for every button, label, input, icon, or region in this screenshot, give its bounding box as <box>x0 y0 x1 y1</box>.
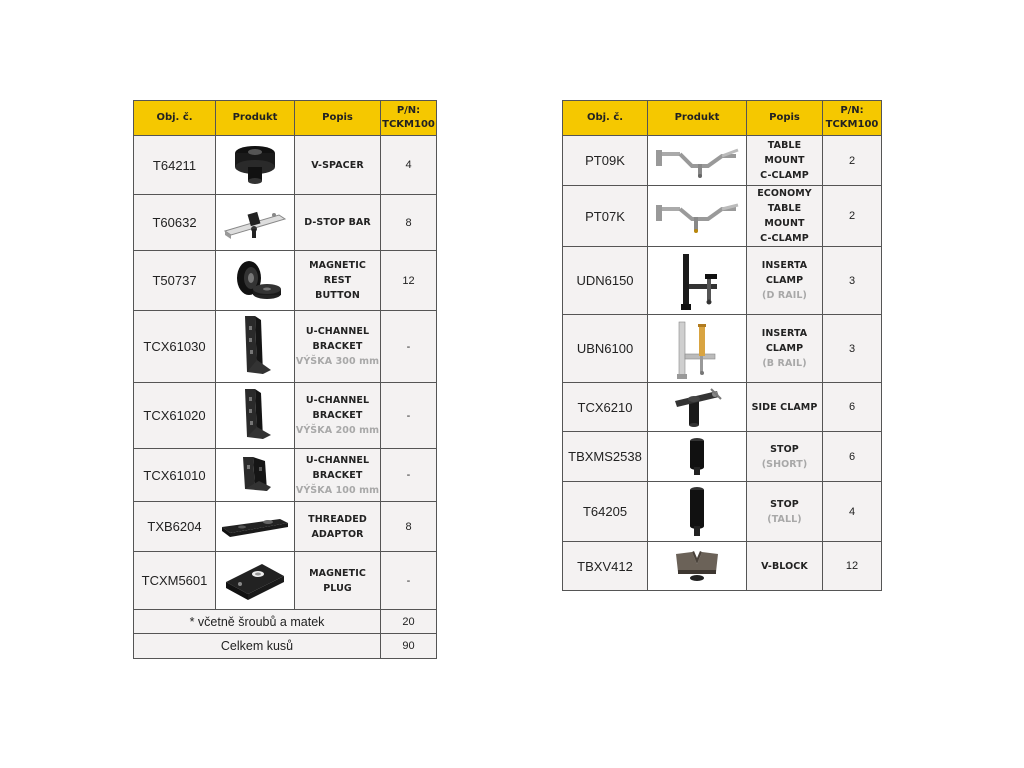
table-row <box>563 482 882 542</box>
desc-sub: (SHORT) <box>761 458 808 470</box>
threaded-adaptor-icon <box>216 502 295 552</box>
header-row <box>134 101 437 136</box>
desc-line: BRACKET <box>312 410 363 421</box>
desc-line: STOP <box>770 498 799 510</box>
item-code: TCXM5601 <box>134 552 216 610</box>
table-row <box>134 502 437 552</box>
inserta-clamp-d-rail-icon <box>648 247 747 315</box>
u-channel-bracket-icon <box>216 383 295 449</box>
header-code: Obj. č. <box>563 101 648 136</box>
header-pn-line1: P/N: <box>840 105 864 116</box>
header-product: Produkt <box>216 101 295 136</box>
header-row <box>563 101 882 136</box>
u-channel-bracket-icon <box>216 311 295 383</box>
item-code: PT07K <box>563 186 648 247</box>
item-qty: - <box>381 449 437 502</box>
table-row <box>563 542 882 591</box>
right-parts-table <box>562 100 882 591</box>
item-desc <box>295 502 381 552</box>
table-row <box>134 552 437 610</box>
magnetic-rest-button-icon <box>216 251 295 311</box>
item-code: PT09K <box>563 136 648 186</box>
footer-note: * včetně šroubů a matek <box>134 610 381 634</box>
desc-sub: VÝŠKA 100 mm <box>295 484 380 496</box>
item-code: T60632 <box>134 195 216 251</box>
item-desc <box>747 315 823 383</box>
table-row <box>563 186 882 247</box>
item-code: TBXV412 <box>563 542 648 591</box>
table-row <box>134 251 437 311</box>
header-pn <box>823 101 882 136</box>
item-code: T64211 <box>134 136 216 195</box>
table-row <box>134 136 437 195</box>
item-desc <box>747 247 823 315</box>
desc-line: ADAPTOR <box>311 528 364 540</box>
desc-line: U-CHANNEL <box>305 454 370 466</box>
item-qty: 8 <box>381 502 437 552</box>
desc-line: STOP <box>770 443 799 455</box>
desc-line: BRACKET <box>312 469 363 481</box>
v-spacer-icon <box>216 136 295 195</box>
item-desc: MAGNETIC PLUG <box>295 552 381 610</box>
desc-sub: VÝŠKA 300 mm <box>295 356 380 367</box>
table-row <box>563 136 882 186</box>
left-parts-table <box>133 100 437 659</box>
footer-row <box>134 610 437 634</box>
item-qty: 12 <box>823 542 882 591</box>
economy-c-clamp-icon <box>648 186 747 247</box>
header-product: Produkt <box>648 101 747 136</box>
item-code: TXB6204 <box>134 502 216 552</box>
item-desc <box>295 383 381 449</box>
item-code: UBN6100 <box>563 315 648 383</box>
desc-line: C-CLAMP <box>760 233 809 244</box>
item-code: T50737 <box>134 251 216 311</box>
desc-line: BRACKET <box>312 341 363 352</box>
table-row <box>563 315 882 383</box>
item-qty: 6 <box>823 432 882 482</box>
item-desc <box>295 449 381 502</box>
item-desc: SIDE CLAMP <box>747 383 823 432</box>
table-mount-c-clamp-icon <box>648 136 747 186</box>
item-code: TBXMS2538 <box>563 432 648 482</box>
header-pn-line1: P/N: <box>396 105 421 116</box>
total-value: 90 <box>381 634 437 659</box>
side-clamp-icon <box>648 383 747 432</box>
header-desc: Popis <box>747 101 823 136</box>
table-row <box>563 247 882 315</box>
header-pn-line2: TCKM100 <box>382 119 435 130</box>
desc-line: U-CHANNEL <box>305 326 370 337</box>
table-row <box>563 383 882 432</box>
desc-sub: VÝŠKA 200 mm <box>295 425 380 436</box>
item-qty: - <box>381 311 437 383</box>
footer-row <box>134 634 437 659</box>
item-qty: 8 <box>381 195 437 251</box>
item-desc <box>295 311 381 383</box>
item-qty: 2 <box>823 186 882 247</box>
footer-value: 20 <box>381 610 437 634</box>
item-code: TCX61030 <box>134 311 216 383</box>
item-desc <box>747 482 823 542</box>
item-desc <box>747 432 823 482</box>
total-label: Celkem kusů <box>134 634 381 659</box>
item-qty: 4 <box>823 482 882 542</box>
desc-line: CLAMP <box>765 275 804 286</box>
item-qty: 3 <box>823 315 882 383</box>
desc-line: ECONOMY <box>757 188 812 199</box>
header-desc: Popis <box>295 101 381 136</box>
table-row <box>134 383 437 449</box>
item-desc: V-SPACER <box>295 136 381 195</box>
item-desc <box>747 186 823 247</box>
item-qty: 3 <box>823 247 882 315</box>
item-qty: 6 <box>823 383 882 432</box>
magnetic-plug-icon <box>216 552 295 610</box>
item-desc <box>295 251 381 311</box>
item-qty: 2 <box>823 136 882 186</box>
desc-line: CLAMP <box>765 343 804 354</box>
desc-line: C-CLAMP <box>760 170 809 181</box>
desc-line: INSERTA <box>761 260 808 271</box>
desc-line: BUTTON <box>315 290 360 301</box>
header-code: Obj. č. <box>134 101 216 136</box>
item-qty: - <box>381 552 437 610</box>
item-desc: V-BLOCK <box>747 542 823 591</box>
stop-short-icon <box>648 432 747 482</box>
item-code: T64205 <box>563 482 648 542</box>
desc-line: TABLE MOUNT <box>764 203 805 229</box>
v-block-icon <box>648 542 747 591</box>
item-qty: 4 <box>381 136 437 195</box>
table-row <box>134 311 437 383</box>
desc-sub: (TALL) <box>767 513 802 525</box>
item-code: UDN6150 <box>563 247 648 315</box>
desc-line: U-CHANNEL <box>305 395 370 406</box>
item-code: TCX6210 <box>563 383 648 432</box>
desc-line: THREADED <box>308 513 367 525</box>
header-pn-line2: TCKM100 <box>825 119 879 130</box>
desc-sub: (D RAIL) <box>762 290 807 301</box>
item-desc <box>747 136 823 186</box>
table-row <box>134 195 437 251</box>
desc-line: TABLE MOUNT <box>764 140 805 166</box>
table-row <box>563 432 882 482</box>
header-pn <box>381 101 437 136</box>
table-row <box>134 449 437 502</box>
item-qty: - <box>381 383 437 449</box>
item-code: TCX61010 <box>134 449 216 502</box>
desc-line: INSERTA <box>761 328 808 339</box>
desc-sub: (B RAIL) <box>762 358 807 369</box>
inserta-clamp-b-rail-icon <box>648 315 747 383</box>
d-stop-bar-icon <box>216 195 295 251</box>
item-code: TCX61020 <box>134 383 216 449</box>
u-channel-bracket-icon <box>216 449 295 502</box>
item-qty: 12 <box>381 251 437 311</box>
item-desc: D-STOP BAR <box>295 195 381 251</box>
stop-tall-icon <box>648 482 747 542</box>
desc-line: MAGNETIC REST <box>309 260 366 286</box>
